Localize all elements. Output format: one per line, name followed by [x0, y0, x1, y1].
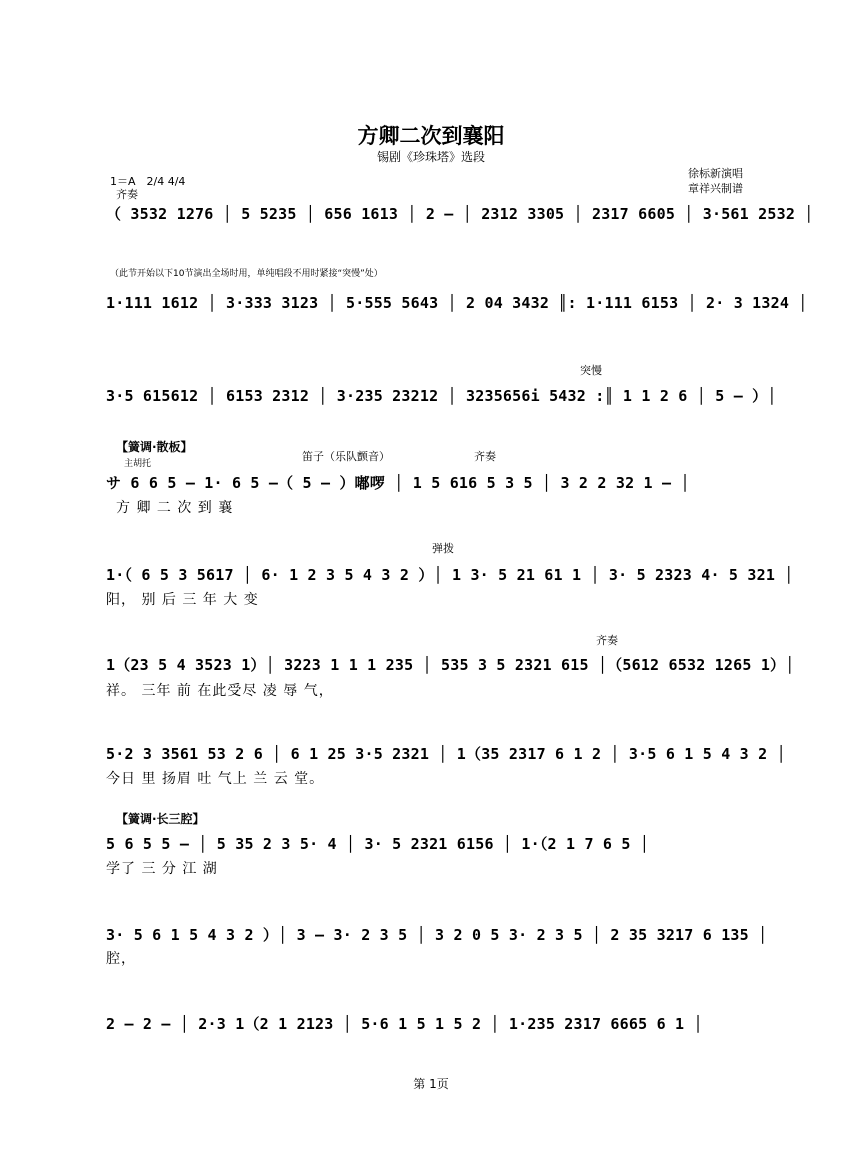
tutti-mark: 齐奏: [474, 450, 496, 463]
tutti-mark-2: 齐奏: [596, 634, 618, 647]
flute-mark: 笛子（乐队颤音）: [302, 450, 390, 463]
page-subtitle: 锡剧《珍珠塔》选段: [376, 150, 485, 164]
erhu-mark: 主胡托: [124, 459, 152, 469]
staff-line-7: 5·2 3 3561 53 2 6 │ 6 1 25 3·5 2321 │ 1（35 2317 6 1 2 │ 3·5 6 1 5 4 3 2 │: [106, 745, 786, 763]
staff-line-1: （ 3532 1276 │ 5 5235 │ 656 1613 │ 2 – │ 2312 3305 │ 2317 6605 │ 3·561 2532 │: [106, 205, 814, 223]
staff-line-8: 5 6 5 5 – │ 5 35 2 3 5· 4 │ 3· 5 2321 6156 │ 1·（2 1 7 6 5 │: [106, 835, 650, 853]
sudden-slow-mark: 突慢: [580, 364, 602, 377]
staff-line-9: 3· 5 6 1 5 4 3 2 ）│ 3 – 3· 2 3 5 │ 3 2 0 5 3· 2 3 5 │ 2 35 3217 6 135 │: [106, 926, 768, 944]
staff-line-3: 3·5 615612 │ 6153 2312 │ 3·235 23212 │ 3235656i 5432 :║ 1 1 2 6 │ 5 – ）│: [106, 387, 777, 405]
page-number: 第 1页: [413, 1077, 449, 1091]
lyric-line-9: 腔，: [106, 951, 136, 967]
section-label-sanban: 【簧调·散板】: [116, 440, 193, 454]
performance-note: （此节开始以下10节演出全场时用，单纯唱段不用时紧接“突慢”处）: [110, 269, 383, 279]
staff-line-10: 2 – 2 – │ 2·3 1（2 1 2123 │ 5·6 1 5 1 5 2 │ 1·235 2317 6665 6 1 │: [106, 1015, 703, 1033]
intro-mark: 齐奏: [116, 188, 138, 201]
lyric-line-8: 学了 三 分 江 湖: [106, 861, 218, 877]
lyric-line-6: 祥。 三年 前 在此受尽 凌 辱 气，: [106, 683, 334, 699]
tanbo-mark: 弹拨: [432, 542, 454, 555]
staff-line-6: 1（23 5 4 3523 1）│ 3223 1 1 1 235 │ 535 3 5 2321 615 │（5612 6532 1265 1）│: [106, 656, 795, 674]
staff-line-5: 1·（ 6 5 3 5617 │ 6· 1 2 3 5 4 3 2 ）│ 1 3· 5 21 61 1 │ 3· 5 2323 4· 5 321 │: [106, 566, 794, 584]
page-title: 方卿二次到襄阳: [357, 124, 505, 148]
arranger-credit: 章祥兴制谱: [688, 182, 743, 195]
staff-line-2: 1·111 1612 │ 3·333 3123 │ 5·555 5643 │ 2 04 3432 ║: 1·111 6153 │ 2· 3 1324 │: [106, 294, 808, 312]
singer-credit: 徐标新演唱: [688, 167, 743, 180]
staff-line-4: サ 6 6 5 – 1· 6 5 –（ 5 – ）嘟啰 │ 1 5 616 5 3 5 │ 3 2 2 32 1 – │: [106, 474, 690, 492]
lyric-line-5: 阳， 别 后 三 年 大 变: [106, 592, 259, 608]
section-label-changsanqiang: 【簧调·长三腔】: [116, 812, 205, 826]
key-signature: 1＝A 2/4 4/4: [110, 175, 186, 188]
lyric-line-4: 方 卿 二 次 到 襄: [116, 500, 234, 516]
lyric-line-7: 今日 里 扬眉 吐 气上 兰 云 堂。: [106, 771, 325, 787]
